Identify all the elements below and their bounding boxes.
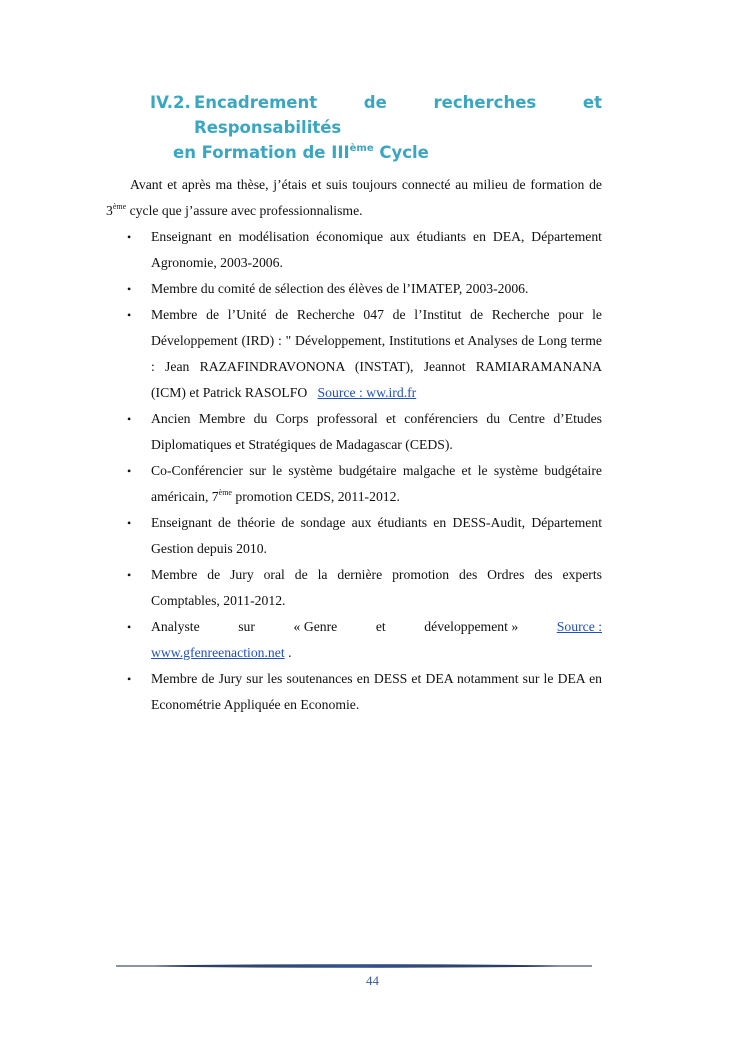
section-number: IV.2.: [150, 93, 191, 112]
page-number: 44: [366, 973, 379, 988]
section-body: [106, 172, 602, 718]
list-item: • Membre de Jury sur les soutenances en DESS et DEA notamment sur le DEA en Econométrie Appliquée en Economie.: [127, 671, 602, 712]
intro-paragraph: Avant et après ma thèse, j’étais et suis toujours connecté au milieu de formation de 3ème cycle que j’assure avec professionnalisme.: [106, 177, 602, 218]
footer-divider: [116, 963, 592, 969]
list-item: • Co-Conférencier sur le système budgétaire malgache et le système budgétaire américain, 7ème promotion CEDS, 2011-2012.: [127, 463, 602, 504]
section-heading: [150, 90, 602, 165]
list-item: • Membre du comité de sélection des élèves de l’IMATEP, 2003-2006.: [127, 281, 529, 296]
source-link-label[interactable]: Source :: [556, 619, 602, 634]
list-item: • Ancien Membre du Corps professoral et conférenciers du Centre d’Etudes Diplomatiques et Stratégiques de Madagascar (CEDS).: [127, 411, 602, 452]
section-title-line2: en Formation de IIIème Cycle: [173, 143, 429, 162]
list-item: • Enseignant de théorie de sondage aux étudiants en DESS-Audit, Département Gestion depuis 2010.: [127, 515, 602, 556]
list-item: • Analyste sur « Genre et développement » Source : www.gfenreenaction.net .: [106, 614, 602, 666]
list-item: • Membre de l’Unité de Recherche 047 de l’Institut de Recherche pour le Développement (IRD) : " Développement, Institutions et Analyses de Long terme : Jean RAZAFINDRAVONONA (INSTAT), Jeannot RAMIARAMANANA (ICM) et Patrick RASOLFO Source : ww.ird.fr: [127, 307, 602, 400]
list-item: • Enseignant en modélisation économique aux étudiants en DEA, Département Agronomie, 2003-2006.: [127, 229, 602, 270]
section-title-line1: Encadrement de recherches et Responsabilités: [194, 93, 602, 137]
responsibilities-list: [106, 224, 602, 718]
list-item: • Membre de Jury oral de la dernière promotion des Ordres des experts Comptables, 2011-2012.: [127, 567, 602, 608]
source-link-ird[interactable]: Source : ww.ird.fr: [317, 385, 417, 400]
source-link-gfenreenaction[interactable]: www.gfenreenaction.net: [151, 645, 285, 660]
